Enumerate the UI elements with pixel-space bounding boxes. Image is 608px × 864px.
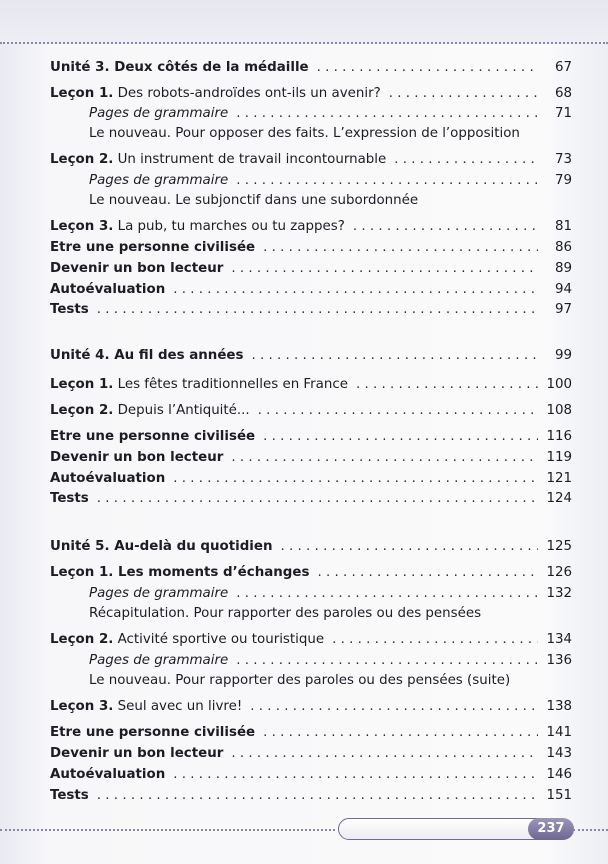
toc-title-part: Récapitulation. Pour rapporter des paroles ou des pensées (89, 606, 482, 621)
dot-leader (251, 346, 538, 366)
toc-title-part: Autoévaluation (50, 471, 166, 486)
toc-title (89, 191, 418, 211)
toc-page-number: 116 (546, 429, 572, 444)
toc-title (50, 723, 255, 743)
toc-row-u4c (50, 427, 572, 447)
toc-row-u3l1g (89, 104, 572, 124)
toc-title-part: Unité 4. Au fil des années (50, 348, 244, 363)
toc-title-part: Activité sportive ou touristique (113, 632, 325, 647)
toc-row-u4 (50, 346, 572, 366)
toc-row-u3t (50, 300, 572, 320)
dot-leader (231, 744, 538, 764)
toc-title (89, 104, 228, 124)
toc-page-number: 94 (554, 282, 572, 297)
toc-title-part: Pages de grammaire (89, 586, 229, 601)
toc-row-u5l2g (89, 651, 572, 671)
toc-row-u3d (50, 259, 572, 279)
toc-title-part: Autoévaluation (50, 282, 166, 297)
toc-title (50, 563, 309, 583)
toc-row-u5a (50, 765, 572, 785)
toc-page-number: 124 (546, 491, 572, 506)
dot-leader (231, 448, 538, 468)
toc-title (50, 58, 309, 78)
toc-row-u5l1 (50, 563, 572, 583)
toc-page-number: 138 (546, 699, 572, 714)
toc-title (50, 346, 243, 366)
toc-row-u4t (50, 489, 572, 509)
toc-title-part: Le nouveau. Pour opposer des faits. L’expression de l’opposition (89, 126, 520, 141)
toc-row-u4a (50, 469, 572, 489)
toc-title (50, 537, 273, 557)
toc-page-number: 108 (546, 403, 572, 418)
toc-title (50, 150, 386, 170)
toc-page-number: 67 (554, 60, 572, 75)
dot-leader (97, 489, 538, 509)
toc-title (50, 489, 89, 509)
toc-title-part: Etre une personne civilisée (50, 725, 256, 740)
toc-row-u4l2 (50, 401, 572, 421)
toc-row-u3c (50, 238, 572, 258)
dot-leader (173, 469, 538, 489)
toc-row-u3a (50, 280, 572, 300)
toc-page-number: 81 (554, 219, 572, 234)
toc-page-number: 134 (546, 632, 572, 647)
toc-page-number: 119 (546, 450, 572, 465)
dot-leader (332, 630, 538, 650)
toc-title-part: Devenir un bon lecteur (50, 450, 224, 465)
dot-leader (281, 537, 539, 557)
toc-title (50, 259, 223, 279)
toc-title (50, 744, 223, 764)
toc-title-part: Autoévaluation (50, 767, 166, 782)
toc-title-part: Depuis l’Antiquité... (113, 403, 250, 418)
toc-page-number: 126 (546, 565, 572, 580)
toc-page-number: 71 (554, 106, 572, 121)
toc-title-part: Pages de grammaire (89, 173, 229, 188)
toc-title (50, 786, 89, 806)
toc-row-u3l2n (89, 191, 572, 211)
toc-title (50, 697, 242, 717)
dot-leader (236, 584, 538, 604)
toc-title (50, 630, 324, 650)
dot-leader (258, 401, 538, 421)
toc-title-part: Tests (50, 491, 89, 506)
toc-title-part: Devenir un bon lecteur (50, 261, 224, 276)
toc-title-part: Leçon 2. (50, 632, 114, 647)
page-number: 237 (528, 818, 574, 840)
dot-leader (356, 375, 538, 395)
toc-title (50, 401, 250, 421)
toc-title (50, 375, 348, 395)
toc-page-number: 136 (546, 653, 572, 668)
toc-title-part: Les fêtes traditionnelles en France (113, 377, 348, 392)
toc-title-part: Etre une personne civilisée (50, 240, 256, 255)
toc-row-u3l1 (50, 84, 572, 104)
toc-title (50, 238, 255, 258)
toc-row-u5 (50, 537, 572, 557)
dot-leader (263, 723, 538, 743)
toc-title-part: Leçon 1. (50, 377, 114, 392)
dot-leader (394, 150, 538, 170)
toc-title (50, 84, 381, 104)
toc-title-part: Etre une personne civilisée (50, 429, 256, 444)
dot-leader (263, 238, 538, 258)
dot-leader (317, 58, 538, 78)
toc-row-u5l3 (50, 697, 572, 717)
dot-leader (97, 786, 538, 806)
dot-leader (173, 765, 538, 785)
dot-leader (263, 427, 538, 447)
toc-title (89, 171, 228, 191)
dot-leader (173, 280, 538, 300)
toc-title (89, 604, 481, 624)
toc-row-u3l3 (50, 217, 572, 237)
toc-title (50, 448, 223, 468)
dot-leader (236, 104, 538, 124)
toc-title-part: Devenir un bon lecteur (50, 746, 224, 761)
dot-leader (231, 259, 538, 279)
toc-page-number: 73 (554, 152, 572, 167)
dot-leader (97, 300, 538, 320)
toc-page-number: 143 (546, 746, 572, 761)
dot-leader (236, 651, 538, 671)
toc-row-u5c (50, 723, 572, 743)
toc-title-part: Leçon 3. (50, 219, 114, 234)
toc-title-part: Seul avec un livre! (113, 699, 243, 714)
toc-row-u5d (50, 744, 572, 764)
toc-row-u5l1n (89, 604, 572, 624)
toc-title-part: Un instrument de travail incontournable (113, 152, 387, 167)
toc-title (89, 651, 228, 671)
toc-page-number: 121 (546, 471, 572, 486)
toc-row-u5l2n (89, 671, 572, 691)
toc-title (89, 124, 520, 144)
toc-title (89, 584, 228, 604)
dot-leader (250, 697, 538, 717)
toc-page-number: 125 (546, 539, 572, 554)
dot-leader (236, 171, 538, 191)
toc-title (50, 469, 165, 489)
dot-leader (389, 84, 538, 104)
toc-title (50, 300, 89, 320)
toc-row-u5l1g (89, 584, 572, 604)
toc-row-u3 (50, 58, 572, 78)
toc-title (89, 671, 510, 691)
toc-row-u3l1n (89, 124, 572, 144)
toc-row-u4l1 (50, 375, 572, 395)
toc-page-number: 100 (546, 377, 572, 392)
toc-row-u5t (50, 786, 572, 806)
toc-row-u3l2 (50, 150, 572, 170)
bottom-dotted-rule (0, 829, 335, 831)
toc-page-number: 89 (554, 261, 572, 276)
toc-page-number: 68 (554, 86, 572, 101)
toc-page-number: 132 (546, 586, 572, 601)
toc-title-part: Pages de grammaire (89, 106, 229, 121)
toc-title-part: Tests (50, 788, 89, 803)
toc-title-part: Leçon 3. (50, 699, 114, 714)
toc-title (50, 427, 255, 447)
toc-page-number: 86 (554, 240, 572, 255)
toc-page-number: 97 (554, 302, 572, 317)
toc-title-part: Tests (50, 302, 89, 317)
toc-page-number: 141 (546, 725, 572, 740)
toc-row-u3l2g (89, 171, 572, 191)
toc-title-part: Leçon 1. (50, 86, 114, 101)
toc-title-part: Le nouveau. Le subjonctif dans une subordonnée (89, 193, 419, 208)
toc-title-part: Des robots-androïdes ont-ils un avenir? (113, 86, 381, 101)
toc-title (50, 280, 165, 300)
toc-row-u5l2 (50, 630, 572, 650)
toc-title (50, 217, 345, 237)
bottom-dotted-rule-right (573, 829, 608, 831)
toc-title-part: Unité 3. Deux côtés de la médaille (50, 60, 309, 75)
toc-title-part: La pub, tu marches ou tu zappes? (113, 219, 345, 234)
toc-page-number: 151 (546, 788, 572, 803)
toc-title-part: Le nouveau. Pour rapporter des paroles ou des pensées (suite) (89, 673, 511, 688)
toc-title (50, 765, 165, 785)
toc-page-number: 99 (554, 348, 572, 363)
toc-title-part: Leçon 1. Les moments d’échanges (50, 565, 310, 580)
toc-page-number: 146 (546, 767, 572, 782)
toc-title-part: Unité 5. Au-delà du quotidien (50, 539, 273, 554)
toc-row-u4d (50, 448, 572, 468)
dot-leader (317, 563, 538, 583)
toc-title-part: Leçon 2. (50, 403, 114, 418)
toc-title-part: Pages de grammaire (89, 653, 229, 668)
dot-leader (353, 217, 538, 237)
toc-title-part: Leçon 2. (50, 152, 114, 167)
toc-page-number: 79 (554, 173, 572, 188)
